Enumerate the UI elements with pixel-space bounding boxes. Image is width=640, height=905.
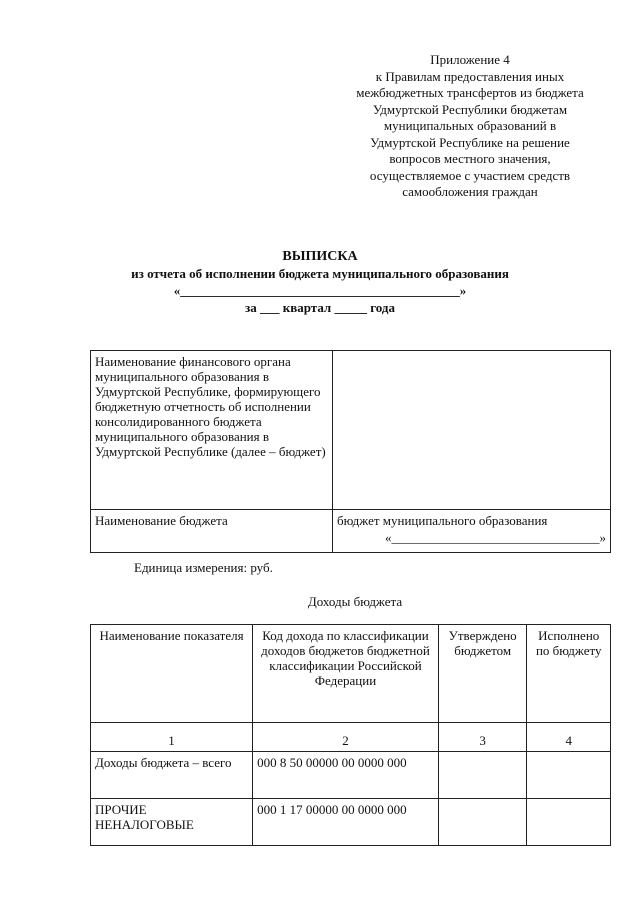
column-number: 3 (438, 723, 527, 752)
row-code: 000 1 17 00000 00 0000 000 (253, 799, 439, 846)
column-number: 4 (527, 723, 611, 752)
appendix-line: муниципальных образований в (383, 118, 557, 133)
document-title-block (0, 248, 640, 316)
table-row (91, 799, 611, 846)
row-executed (527, 752, 611, 799)
fin-org-label: Наименование финансового органа муниципального образования в Удмуртской Республике, формирующего бюджетную отчетность об исполнении консолидированного бюджета муниципального образования в Удмуртской Республике (далее – бюджет) (91, 351, 333, 510)
budget-value-cell (333, 510, 611, 553)
appendix-line: самообложения граждан (402, 184, 538, 199)
column-number: 2 (253, 723, 439, 752)
table-row (91, 752, 611, 799)
income-table-column-numbers (91, 723, 611, 752)
budget-value: бюджет муниципального образования (337, 513, 548, 528)
header-executed: Исполнено по бюджету (527, 625, 611, 723)
header-approved: Утверждено бюджетом (438, 625, 527, 723)
budget-row (91, 510, 611, 553)
budget-value-line: «________________________________» (385, 530, 606, 545)
info-table (90, 350, 611, 553)
row-name: Доходы бюджета – всего (91, 752, 253, 799)
row-approved (438, 752, 527, 799)
income-table (90, 624, 611, 846)
column-number: 1 (91, 723, 253, 752)
appendix-line: Приложение 4 (430, 52, 510, 67)
appendix-line: Удмуртской Республике на решение (370, 134, 570, 150)
appendix-line: к Правилам предоставления иных (375, 68, 565, 84)
budget-label: Наименование бюджета (91, 510, 333, 553)
appendix-line: Удмуртской Республики бюджетам (372, 101, 568, 117)
fin-org-row (91, 351, 611, 510)
income-table-header (91, 625, 611, 723)
period-line: за ___ квартал _____ года (244, 300, 396, 315)
document-title: ВЫПИСКА (282, 249, 358, 264)
row-code: 000 8 50 00000 00 0000 000 (253, 752, 439, 799)
appendix-line: осуществляемое с участием средств (369, 167, 571, 183)
header-indicator-name: Наименование показателя (91, 625, 253, 723)
row-approved (438, 799, 527, 846)
appendix-line: вопросов местного значения, (389, 151, 551, 166)
appendix-header (300, 52, 640, 201)
municipality-name-line: «___________________________________________» (173, 283, 467, 298)
unit-of-measure: Единица измерения: руб. (134, 560, 273, 575)
appendix-line: межбюджетных трансфертов из бюджета (356, 85, 584, 100)
document-subtitle: из отчета об исполнении бюджета муниципального образования (131, 266, 509, 281)
row-executed (527, 799, 611, 846)
fin-org-value (333, 351, 611, 510)
header-income-code: Код дохода по классификации доходов бюджетов бюджетной классификации Российской Федерации (253, 625, 439, 723)
row-name: ПРОЧИЕ НЕНАЛОГОВЫЕ (91, 799, 253, 846)
income-section-title: Доходы бюджета (307, 594, 403, 609)
